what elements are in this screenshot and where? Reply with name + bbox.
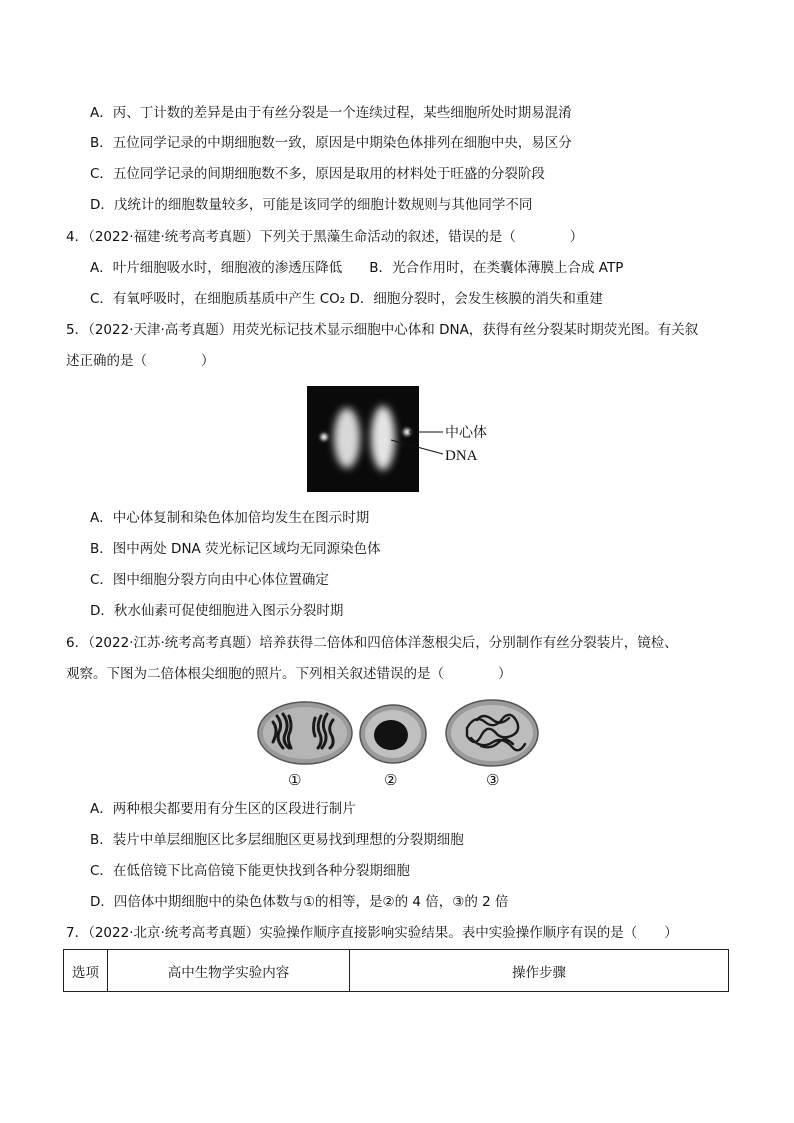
q6-option-b: B．装片中单层细胞区比多层细胞区更易找到理想的分裂期细胞: [90, 832, 464, 848]
q4-options-ab: A．叶片细胞吸水时，细胞液的渗透压降低 B．光合作用时，在类囊体薄膜上合成 ATP: [90, 260, 624, 276]
q5-option-d: D．秋水仙素可促使细胞进入图示分裂时期: [90, 603, 344, 619]
q5-stem-cont: 述正确的是（ ）: [66, 353, 215, 369]
table-header-option: 选项: [64, 950, 108, 992]
q5-stem: 5．（2022·天津·高考真题）用荧光标记技术显示细胞中心体和 DNA，获得有丝分裂某时期荧光图。有关叙: [66, 322, 699, 338]
fluorescence-figure: [307, 386, 497, 498]
label-dna: DNA: [445, 448, 478, 464]
q7-stem: 7．（2022·北京·统考高考真题）实验操作顺序直接影响实验结果。表中实验操作顺序有误的是（ ）: [66, 925, 678, 941]
figure-label-2: ②: [384, 771, 398, 789]
q6-stem-cont: 观察。下图为二倍体根尖细胞的照片。下列相关叙述错误的是（ ）: [66, 666, 512, 682]
cell-prophase: [446, 700, 538, 766]
experiment-table: [63, 949, 729, 992]
q6-option-d: D．四倍体中期细胞中的染色体数与①的相等，是②的 4 倍，③的 2 倍: [90, 894, 509, 910]
table-header-content: 高中生物学实验内容: [108, 950, 350, 992]
cell-interphase: [360, 705, 426, 763]
cell-anaphase: [258, 702, 352, 764]
figure-label-3: ③: [486, 771, 500, 789]
q6-option-c: C．在低倍镜下比高倍镜下能更快找到各种分裂期细胞: [90, 863, 410, 879]
table-header-steps: 操作步骤: [350, 950, 729, 992]
q5-option-c: C．图中细胞分裂方向由中心体位置确定: [90, 572, 329, 588]
q3-option-d: D．戊统计的细胞数量较多，可能是该同学的细胞计数规则与其他同学不同: [90, 197, 533, 213]
figure-label-1: ①: [288, 771, 302, 789]
q3-option-c: C．五位同学记录的间期细胞数不多，原因是取用的材料处于旺盛的分裂阶段: [90, 166, 545, 182]
q4-options-cd: C．有氧呼吸时，在细胞质基质中产生 CO₂ D．细胞分裂时，会发生核膜的消失和重建: [90, 291, 603, 307]
centrosome-left: [321, 434, 328, 441]
label-centrosome: 中心体: [445, 425, 487, 441]
q3-option-a: A．丙、丁计数的差异是由于有丝分裂是一个连续过程，某些细胞所处时期易混淆: [90, 105, 572, 121]
q6-stem: 6．（2022·江苏·统考高考真题）培养获得二倍体和四倍体洋葱根尖后，分别制作有丝分裂装片，镜检、: [66, 635, 678, 651]
dna-region-left: [334, 408, 360, 468]
dna-region-right: [371, 406, 395, 470]
q5-option-b: B．图中两处 DNA 荧光标记区域均无同源染色体: [90, 541, 381, 557]
q3-option-b: B．五位同学记录的中期细胞数一致，原因是中期染色体排列在细胞中央，易区分: [90, 135, 572, 151]
q6-option-a: A．两种根尖都要用有分生区的区段进行制片: [90, 801, 356, 817]
q4-stem: 4．（2022·福建·统考高考真题）下列关于黑藻生命活动的叙述，错误的是（ ）: [66, 229, 584, 245]
table-header-row: [64, 950, 729, 992]
q5-option-a: A．中心体复制和染色体加倍均发生在图示时期: [90, 510, 370, 526]
